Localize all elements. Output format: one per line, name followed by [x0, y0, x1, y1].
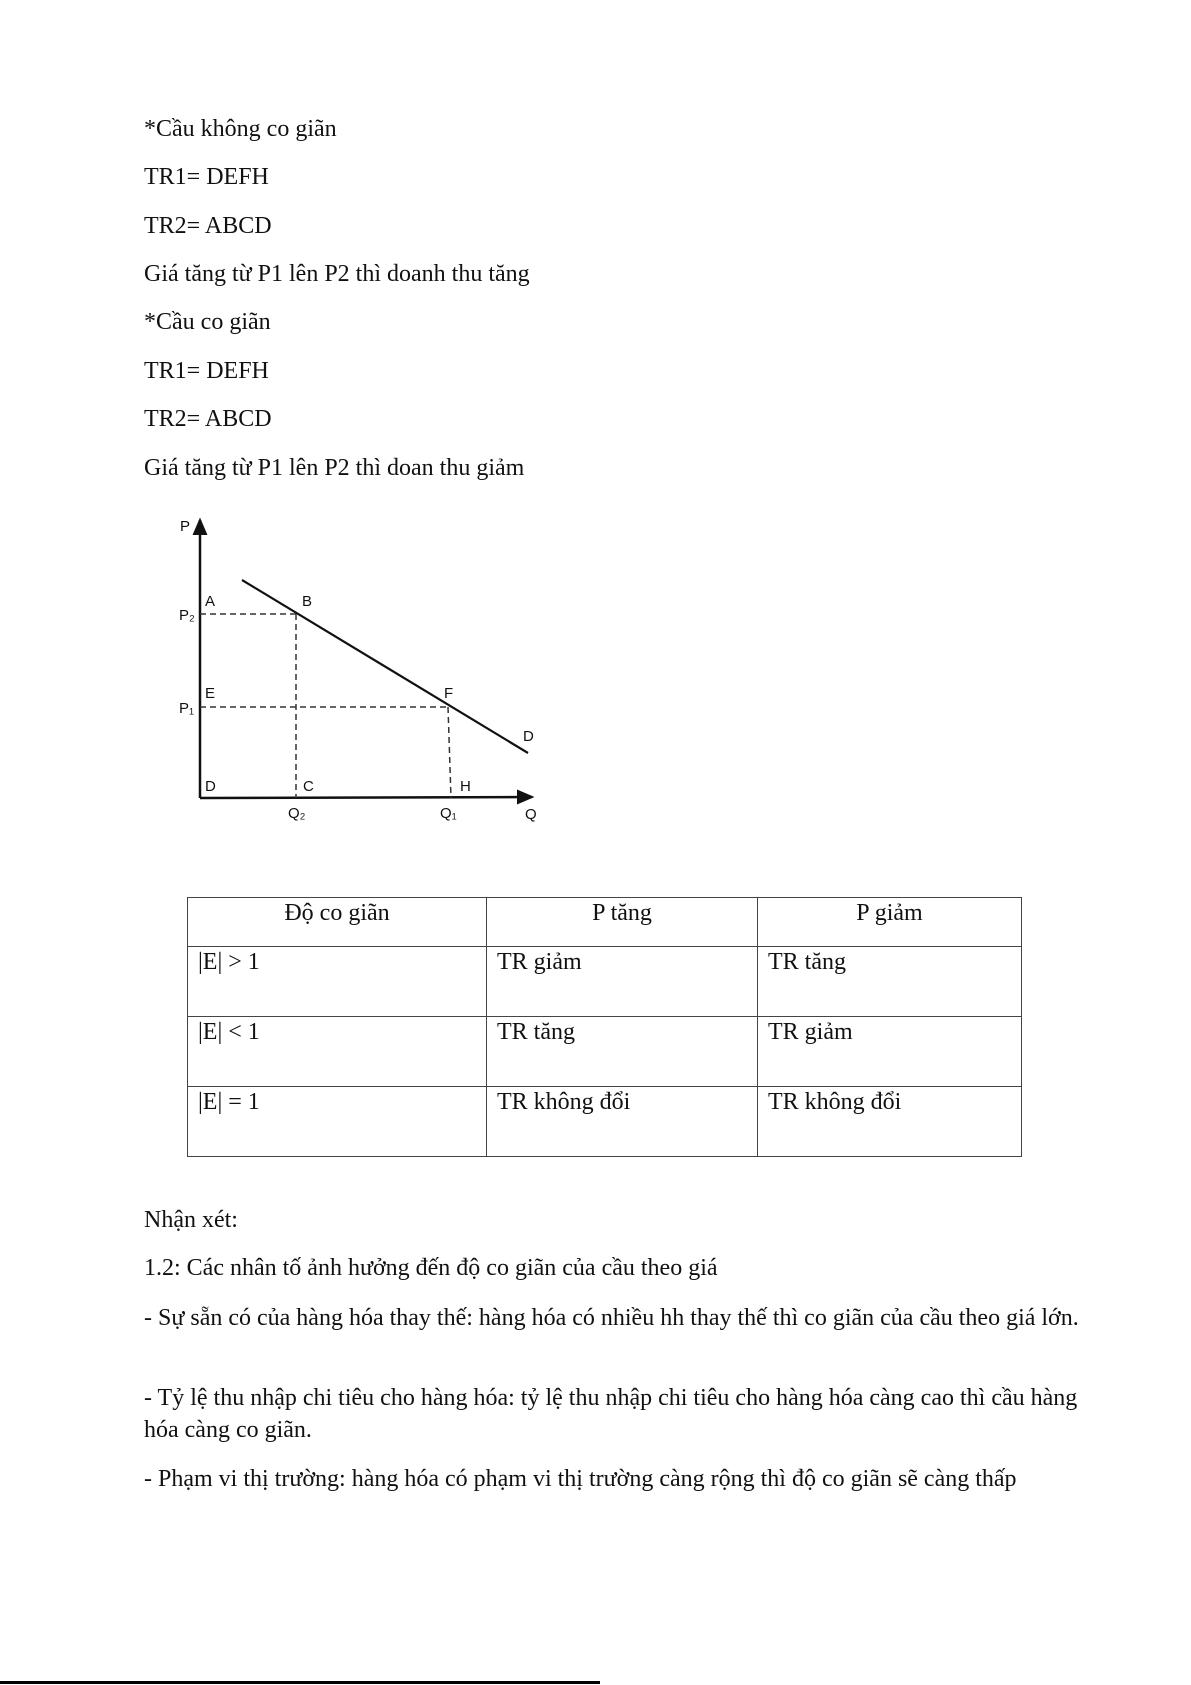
section-heading-inelastic: *Cầu không co giãn [144, 116, 337, 142]
point-f-label: F [444, 685, 454, 702]
tr2-text: TR2= ABCD [144, 213, 272, 239]
table-header: P giảm [758, 898, 1022, 947]
table-cell: |E| = 1 [188, 1087, 487, 1157]
table-row [188, 1017, 1022, 1087]
x-axis [200, 797, 532, 798]
notes-title: Nhận xét: [144, 1207, 238, 1233]
table-header: P tăng [487, 898, 758, 947]
table-cell: TR tăng [487, 1017, 758, 1087]
table-cell: |E| < 1 [188, 1017, 487, 1087]
demand-curve-label: D [523, 728, 534, 745]
table-cell: TR giảm [758, 1017, 1022, 1087]
tr1-text: TR1= DEFH [144, 164, 269, 190]
note-item: - Sự sẵn có của hàng hóa thay thế: hàng hóa có nhiều hh thay thế thì co giãn của cầu theo giá lớn. [144, 1305, 1079, 1331]
note-item: - Phạm vi thị trường: hàng hóa có phạm vi thị trường càng rộng thì độ co giãn sẽ càng thấp [144, 1466, 1017, 1492]
note-item: - Tỷ lệ thu nhập chi tiêu cho hàng hóa: tỷ lệ thu nhập chi tiêu cho hàng hóa càng cao thì cầu hàng hóa càng co giãn. [144, 1385, 1078, 1443]
x-axis-label: Q [525, 806, 537, 823]
demand-curve [242, 580, 528, 753]
table-cell: TR không đổi [487, 1087, 758, 1157]
tr1-text: TR1= DEFH [144, 358, 269, 384]
point-c-label: C [303, 778, 314, 795]
table-cell: |E| > 1 [188, 947, 487, 1017]
y-axis-label: P [180, 518, 191, 535]
table-header-row [188, 898, 1022, 947]
table-header: Độ co giãn [188, 898, 487, 947]
conclusion-text: Giá tăng từ P1 lên P2 thì doan thu giảm [144, 455, 525, 481]
table-cell: TR tăng [758, 947, 1022, 1017]
tr2-text: TR2= ABCD [144, 406, 272, 432]
notes-subheading: 1.2: Các nhân tố ảnh hưởng đến độ co giãn của cầu theo giá [144, 1255, 718, 1281]
p1-label: P₁ [179, 700, 195, 717]
table-cell: TR không đổi [758, 1087, 1022, 1157]
q1-label: Q₁ [440, 805, 457, 822]
q2-label: Q₂ [288, 805, 306, 822]
section-heading-elastic: *Cầu co giãn [144, 309, 271, 335]
q1-guide [448, 707, 451, 798]
p2-label: P₂ [179, 607, 195, 624]
table-cell: TR giảm [487, 947, 758, 1017]
point-e-label: E [205, 685, 216, 702]
elasticity-table [187, 897, 1022, 1157]
origin-d-label: D [205, 778, 216, 795]
point-a-label: A [205, 593, 216, 610]
conclusion-text: Giá tăng từ P1 lên P2 thì doanh thu tăng [144, 261, 530, 287]
table-row [188, 1087, 1022, 1157]
page-bottom-rule [0, 1681, 600, 1684]
table-row [188, 947, 1022, 1017]
point-b-label: B [302, 593, 313, 610]
demand-diagram [0, 0, 600, 850]
point-h-label: H [460, 778, 471, 795]
